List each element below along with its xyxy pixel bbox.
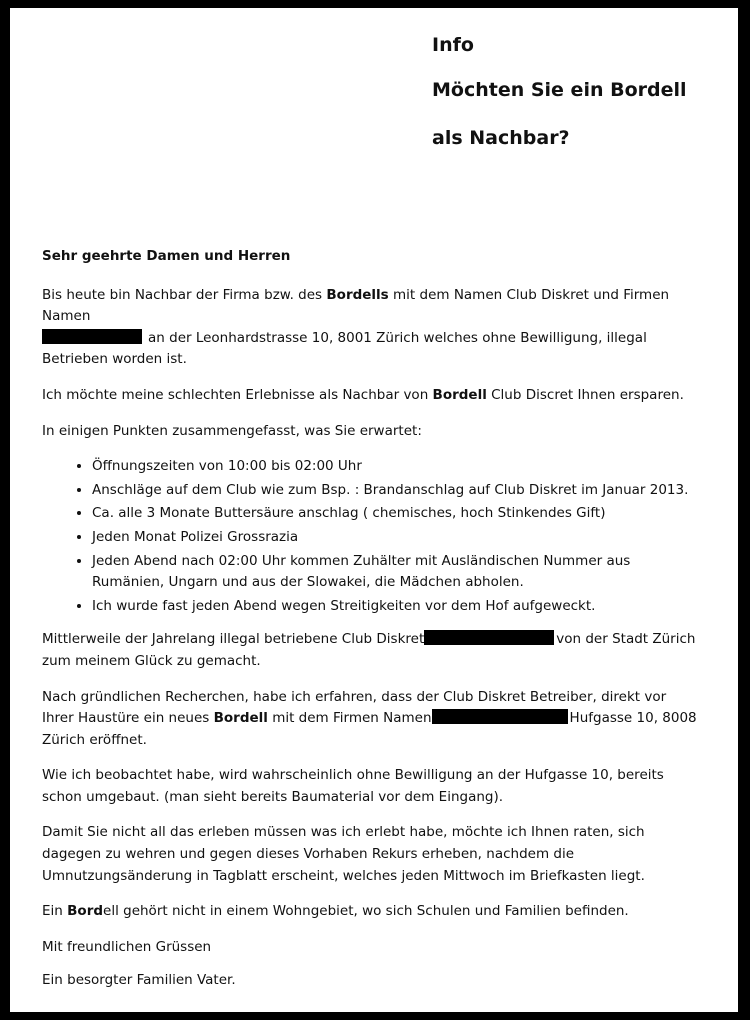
paragraph-4 xyxy=(42,629,702,672)
bullet-item: • Öffnungszeiten von 10:00 bis 02:00 Uhr xyxy=(92,456,702,478)
paragraph-5-bold: Bordell xyxy=(213,710,268,727)
header-info: Info xyxy=(432,34,474,56)
paragraph-1-text-a: Bis heute bin Nachbar der Firma bzw. des xyxy=(42,286,327,303)
redaction-bar xyxy=(432,709,568,724)
bullet-item: • Ich wurde fast jeden Abend wegen Streitigkeiten vor dem Hof aufgeweckt. xyxy=(92,596,702,618)
paragraph-2-bold: Bordell xyxy=(432,386,487,403)
paragraph-2-text-a: Ich möchte meine schlechten Erlebnisse als Nachbar von xyxy=(42,386,433,403)
signature: Ein besorgter Familien Vater. xyxy=(42,972,236,989)
bullet-item: • Ca. alle 3 Monate Buttersäure anschlag ( chemisches, hoch Stinkendes Gift) xyxy=(92,503,702,525)
bullet-item: • Jeden Monat Polizei Grossrazia xyxy=(92,527,702,549)
paragraph-1-text-d: an der Leonhardstrasse 10, 8001 Zürich welches ohne Bewilligung, illegal Betrieben worden ist. xyxy=(42,329,647,368)
redaction-bar xyxy=(42,329,142,344)
bullet-list xyxy=(42,456,702,617)
paragraph-1-bold: Bordells xyxy=(326,286,389,303)
paragraph-3: In einigen Punkten zusammengefasst, was Sie erwartet: xyxy=(42,422,422,439)
paragraph-5-text-a: Nach gründlichen Recherchen, habe ich erfahren, dass der Club Diskret Betreiber, direkt vor Ihrer Haustüre ein neues xyxy=(42,688,667,727)
paragraph-4-text-a: Mittlerweile der Jahrelang illegal betriebene Club Diskret xyxy=(42,631,425,648)
document-page xyxy=(10,8,738,1012)
paragraph-1 xyxy=(42,285,702,371)
letter-body xyxy=(42,246,702,992)
paragraph-1-text-c: mit dem Namen Club Diskret und Firmen Namen xyxy=(42,286,670,325)
paragraph-2 xyxy=(42,385,702,407)
paragraph-7: Damit Sie nicht all das erleben müssen was ich erlebt habe, möchte ich Ihnen raten, sich dagegen zu wehren und gegen dieses Vorhaben Rekurs erheben, nachdem die Umnutzungsänderung in Tagblatt erscheint, welches jeden Mittwoch im Briefkasten liegt. xyxy=(42,824,645,884)
closing: Mit freundlichen Grüssen xyxy=(42,938,212,955)
paragraph-6: Wie ich beobachtet habe, wird wahrscheinlich ohne Bewilligung an der Hufgasse 10, bereits schon umgebaut. (man sieht bereits Baumaterial vor dem Eingang). xyxy=(42,767,664,805)
paragraph-5 xyxy=(42,687,702,752)
paragraph-5-text-c: mit dem Firmen Namen xyxy=(267,710,432,727)
paragraph-8 xyxy=(42,901,702,923)
paragraph-8-text-c: ell gehört nicht in einem Wohngebiet, wo sich Schulen und Familien befinden. xyxy=(103,903,629,920)
salutation: Sehr geehrte Damen und Herren xyxy=(42,248,291,264)
paragraph-4-text-b: von der Stadt Zürich zum meinem Glück zu gemacht. xyxy=(42,631,696,669)
paragraph-8-text-a: Ein xyxy=(42,903,68,920)
bullet-item: • Jeden Abend nach 02:00 Uhr kommen Zuhälter mit Ausländischen Nummer aus Rumänien, Ungarn und aus der Slowakei, die Mädchen abholen. xyxy=(92,551,702,594)
paragraph-2-text-c: Club Discret Ihnen ersparen. xyxy=(486,386,684,403)
header-question-line1: Möchten Sie ein Bordell xyxy=(432,79,687,101)
header-question-line2: als Nachbar? xyxy=(432,127,570,149)
paragraph-5-text-d: Hufgasse 10, 8008 Zürich eröffnet. xyxy=(42,710,697,748)
bullet-item: • Anschläge auf dem Club wie zum Bsp. : Brandanschlag auf Club Diskret im Januar 2013. xyxy=(92,480,702,502)
redaction-bar xyxy=(424,630,554,645)
paragraph-8-bold: Bord xyxy=(67,903,104,920)
